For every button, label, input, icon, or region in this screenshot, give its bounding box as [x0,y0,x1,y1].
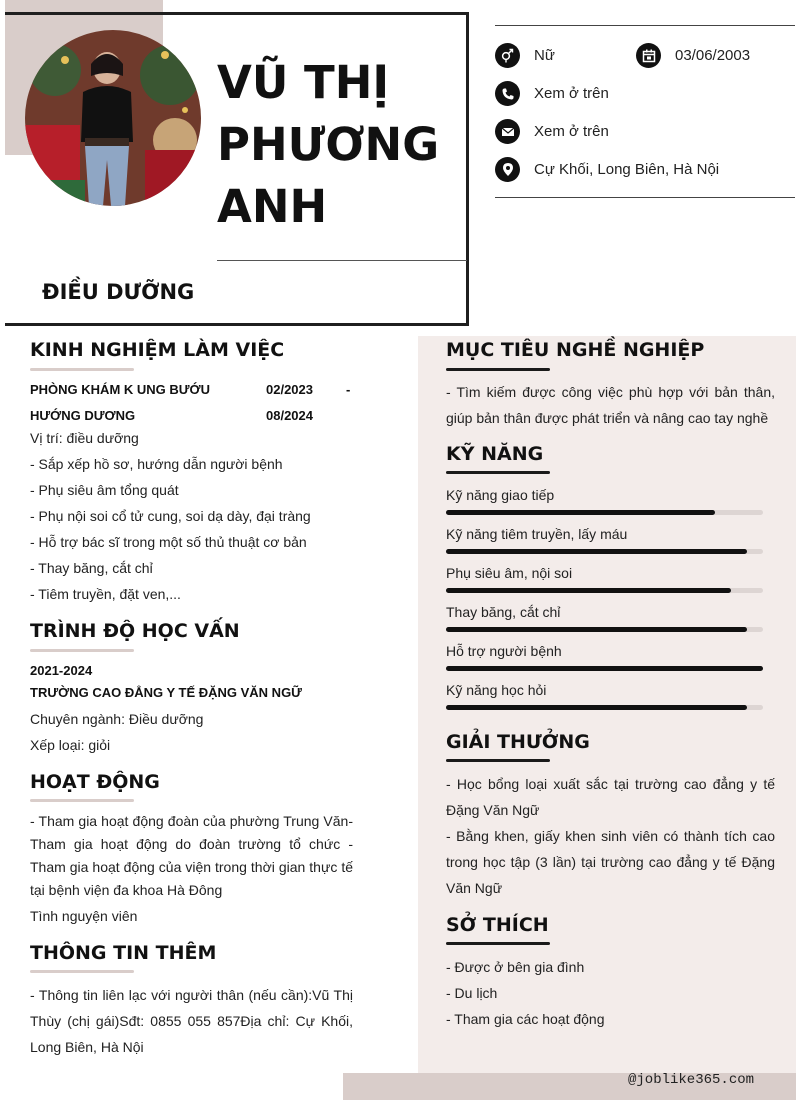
gender-value: Nữ [534,47,555,64]
experience-end-date: 08/2024 [266,408,313,423]
experience-company: PHÒNG KHÁM K UNG BƯỚU HƯỚNG DƯƠNG [30,382,211,423]
award-item: - Bằng khen, giấy khen sinh viên có thành tích cao trong học tập (3 lần) tại trường cao đẳng y tế Đặng Văn Ngữ [446,828,775,896]
profile-photo [25,30,201,206]
candidate-name [217,52,457,238]
education-major: Chuyên ngành: Điều dưỡng [30,711,204,727]
awards-title: GIẢI THƯỞNG [446,731,590,753]
skill-label: Phụ siêu âm, nội soi [446,565,573,581]
mail-icon [495,119,520,144]
job-role: ĐIỀU DƯỠNG [42,280,195,304]
calendar-icon [636,43,661,68]
activities-text: - Tham gia hoạt động đoàn của phường Trung Văn- Tham gia hoạt động do đoàn trường tổ chức - Tham gia hoạt động của viện trong thời gian thực tế tại bệnh viện đa khoa Hà Đông [30,813,353,898]
skill-bar-fill [446,549,747,554]
hobby-item: - Tham gia các hoạt động [446,1011,605,1027]
contact-block [495,25,795,198]
skill-bar-fill [446,627,747,632]
skill-label: Kỹ năng tiêm truyền, lấy máu [446,526,628,542]
experience-date-separator: - [346,382,351,397]
activities-title: HOẠT ĐỘNG [30,771,160,793]
address-value: Cự Khối, Long Biên, Hà Nội [534,161,720,178]
phone-value: Xem ở trên [534,85,609,102]
activities-extra: Tình nguyện viên [30,908,138,924]
contact-gender [495,43,555,68]
experience-start-date: 02/2023 [266,382,313,397]
birthday-value: 03/06/2003 [675,47,751,64]
education-years: 2021-2024 [30,663,93,678]
experience-details [30,425,360,607]
skill-label: Kỹ năng học hỏi [446,682,547,698]
hobbies-title-underline [446,942,550,945]
footer-watermark: @joblike365.com [628,1072,755,1088]
skill-label: Kỹ năng giao tiếp [446,487,555,503]
skill-bar-fill [446,588,731,593]
phone-icon [495,81,520,106]
contact-address [495,157,719,182]
contact-phone [495,81,609,106]
objective-title: MỤC TIÊU NGHỀ NGHIỆP [446,339,705,361]
skill-bar-fill [446,510,715,515]
skill-bar-track [446,588,763,593]
experience-line: - Thay băng, cắt chỉ [30,560,153,576]
skill-bar-fill [446,666,763,671]
education-school: TRƯỜNG CAO ĐẲNG Y TẾ ĐẶNG VĂN NGỮ [30,685,302,700]
education-grade: Xếp loại: giỏi [30,737,111,753]
experience-line: - Phụ nội soi cổ tử cung, soi dạ dày, đại tràng [30,508,311,524]
name-line-2: PHƯƠNG [217,118,440,171]
more-info-text: - Thông tin liên lạc với người thân (nếu cần):Vũ Thị Thùy (chị gái)Sđt: 0855 055 857Địa chỉ: Cự Khối, Long Biên, Hà Nội [30,987,353,1055]
location-icon [495,157,520,182]
name-divider [217,260,467,261]
avatar [25,30,201,206]
experience-title-underline [30,368,134,371]
awards-list [446,771,775,901]
experience-line: - Phụ siêu âm tổng quát [30,482,179,498]
experience-line: - Tiêm truyền, đặt ven,... [30,586,181,602]
hobby-item: - Du lịch [446,985,498,1001]
hobbies-title: SỞ THÍCH [446,914,549,936]
more-info-title: THÔNG TIN THÊM [30,942,217,964]
skill-bar-track [446,510,763,515]
name-line-3: ANH [217,180,328,233]
email-value: Xem ở trên [534,123,609,140]
education-title: TRÌNH ĐỘ HỌC VẤN [30,620,240,642]
objective-title-underline [446,368,550,371]
skills-title-underline [446,471,550,474]
experience-line: - Sắp xếp hồ sơ, hướng dẫn người bệnh [30,456,283,472]
experience-line: Vị trí: điều dưỡng [30,430,139,446]
hobby-item: - Được ở bên gia đình [446,959,585,975]
skill-bar-track [446,666,763,671]
objective-text: - Tìm kiếm được công việc phù hợp với bản thân, giúp bản thân được phát triển và nâng cao tay nghề [446,384,775,426]
awards-title-underline [446,759,550,762]
experience-title: KINH NGHIỆM LÀM VIỆC [30,339,285,361]
skill-bar-fill [446,705,747,710]
skill-bar-track [446,627,763,632]
award-item: - Học bổng loại xuất sắc tại trường cao đẳng y tế Đặng Văn Ngữ [446,776,775,818]
education-title-underline [30,649,134,652]
skill-bar-track [446,549,763,554]
name-line-1: VŨ THỊ [217,56,390,109]
skill-bar-track [446,705,763,710]
experience-line: - Hỗ trợ bác sĩ trong một số thủ thuật cơ bản [30,534,307,550]
skill-label: Thay băng, cắt chỉ [446,604,561,620]
contact-email [495,119,609,144]
hobbies-list [446,954,775,1032]
skill-label: Hỗ trợ người bệnh [446,643,562,659]
gender-icon [495,43,520,68]
skills-title: KỸ NĂNG [446,443,544,465]
more-info-title-underline [30,970,134,973]
activities-title-underline [30,799,134,802]
contact-birthday [636,43,750,68]
